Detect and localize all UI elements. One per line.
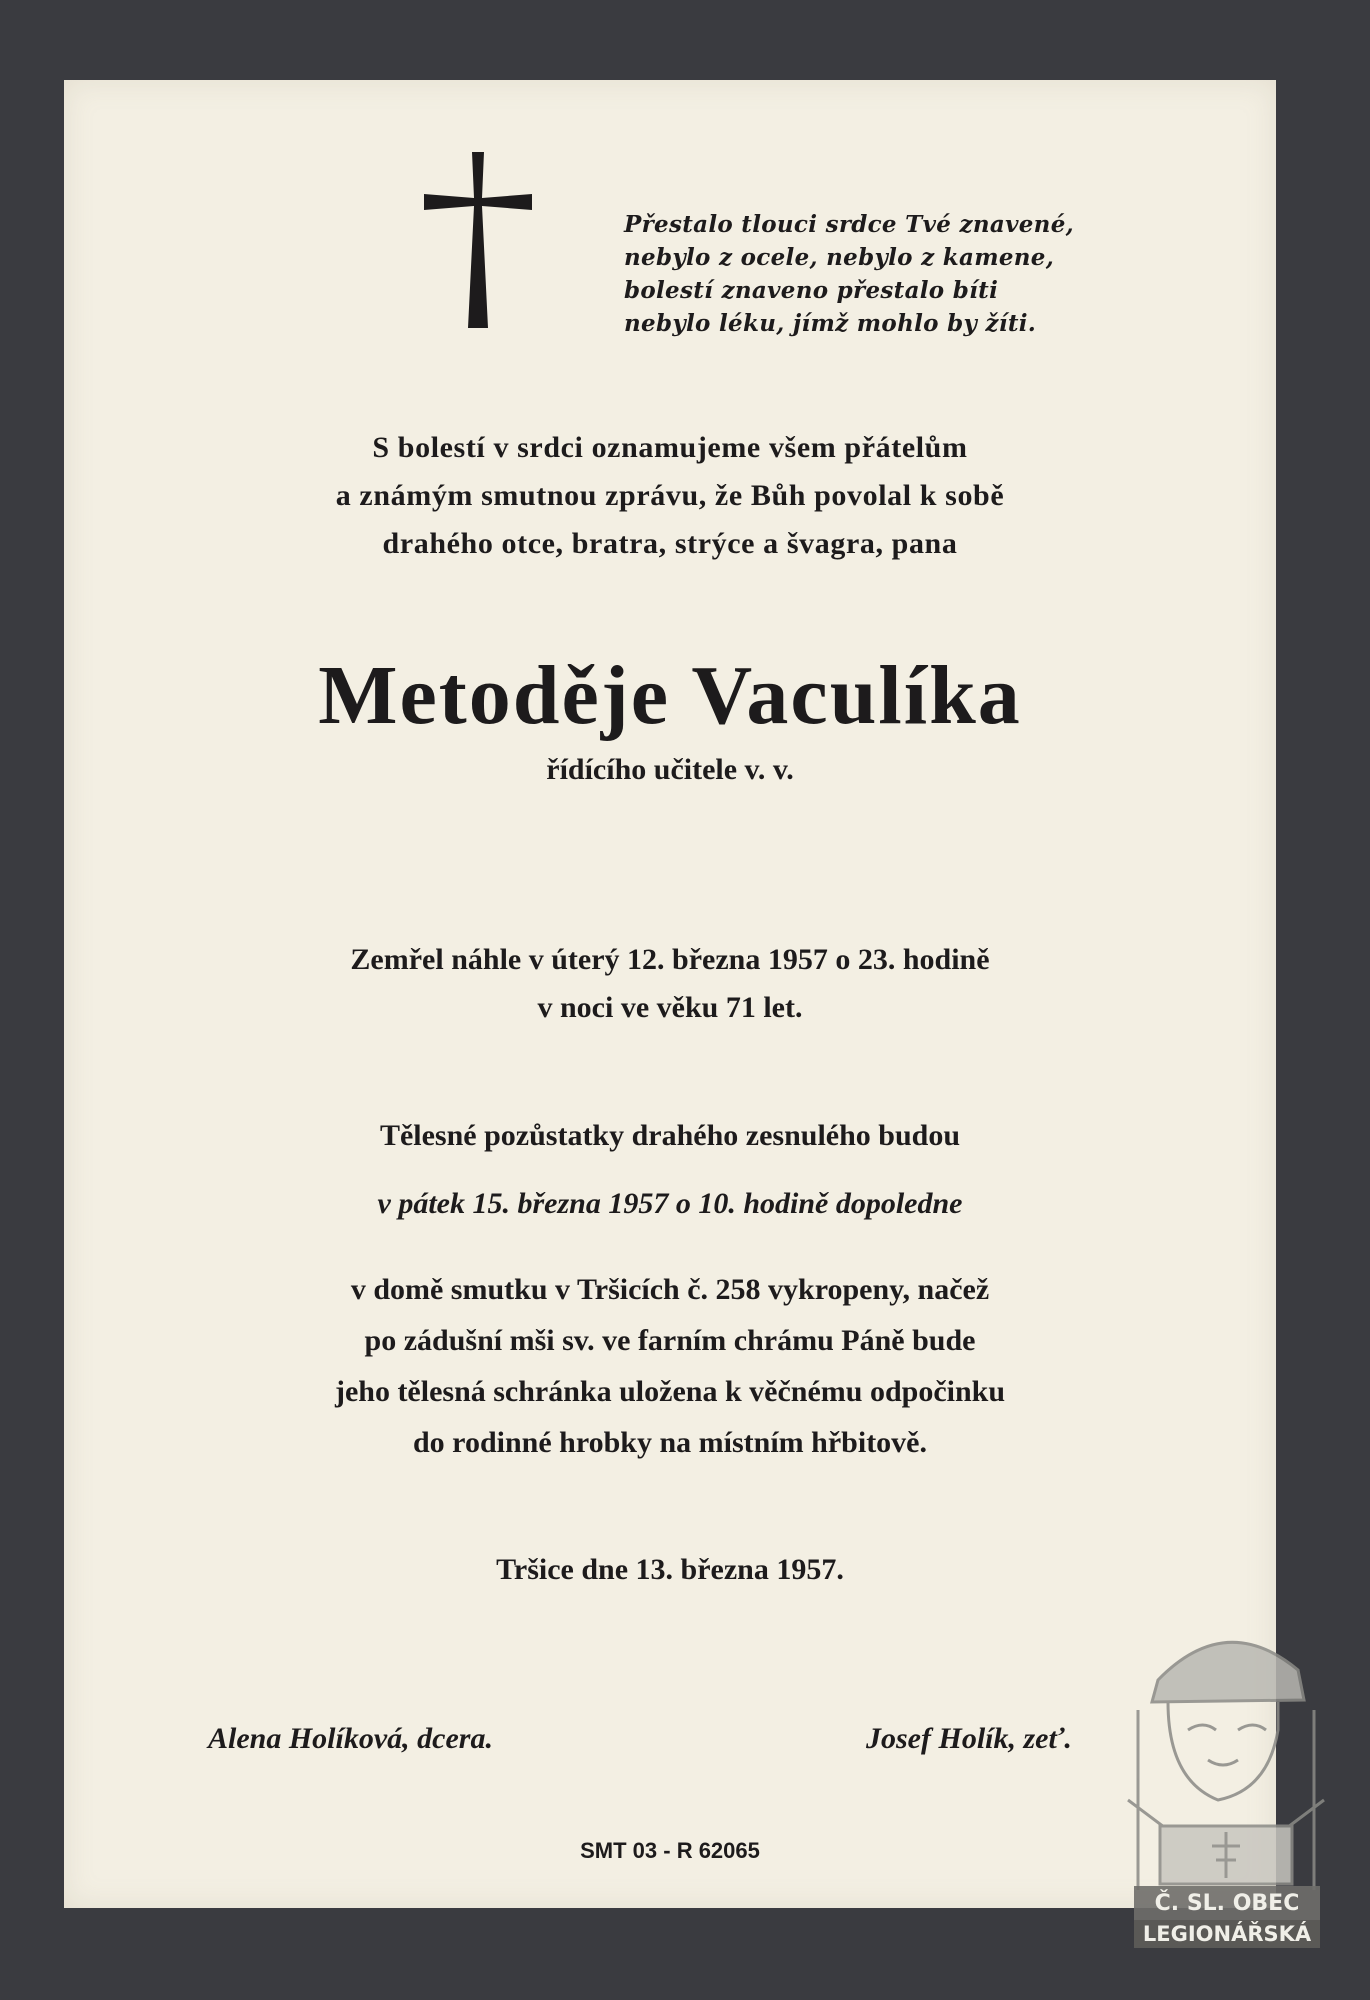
announcement-line: a známým smutnou zprávu, že Bůh povolal k sobě: [335, 479, 1005, 512]
funeral-line: v domě smutku v Tršicích č. 258 vykropeny, načež: [350, 1273, 990, 1306]
stamp-line: Č. SL. OBEC: [1154, 1891, 1300, 1916]
verse-line: bolestí znaveno přestalo bíti: [624, 277, 999, 304]
deceased-name: Metoděje Vaculíka: [318, 649, 1022, 742]
announcement: [64, 424, 1276, 568]
death-notice: [64, 936, 1276, 1032]
legionnaire-emblem-icon: [1108, 1590, 1344, 1950]
deceased-title: řídícího učitele v. v.: [546, 753, 794, 786]
printer-code: SMT 03 - R 62065: [580, 1838, 760, 1863]
parte-sheet: [64, 80, 1276, 1908]
place-and-date: Tršice dne 13. března 1957.: [496, 1553, 844, 1586]
funeral-details: [64, 1264, 1276, 1468]
funeral-line: jeho tělesná schránka uložena k věčnému odpočinku: [334, 1375, 1006, 1408]
memorial-verse: [624, 208, 1184, 340]
verse-line: nebylo léku, jímž mohlo by žíti.: [624, 310, 1037, 337]
signatory-son-in-law: Josef Holík, zeť.: [866, 1722, 1072, 1755]
signatory-daughter: Alena Holíková, dcera.: [208, 1722, 493, 1755]
funeral-intro: Tělesné pozůstatky drahého zesnulého budou: [379, 1119, 961, 1152]
funeral-line: do rodinné hrobky na místním hřbitově.: [413, 1426, 927, 1459]
announcement-line: drahého otce, bratra, strýce a švagra, pana: [382, 527, 958, 560]
death-line: v noci ve věku 71 let.: [537, 991, 803, 1024]
death-line: Zemřel náhle v úterý 12. března 1957 o 23. hodině: [350, 943, 990, 976]
stamp-line: LEGIONÁŘSKÁ: [1142, 1922, 1312, 1946]
verse-line: nebylo z ocele, nebylo z kamene,: [624, 244, 1055, 271]
announcement-line: S bolestí v srdci oznamujeme všem přátelům: [372, 431, 968, 464]
funeral-line: po zádušní mši sv. ve farním chrámu Páně bude: [364, 1324, 976, 1357]
legion-watermark-stamp: [1108, 1590, 1344, 1950]
cross-icon: [422, 152, 534, 328]
funeral-datetime: v pátek 15. března 1957 o 10. hodině dopoledne: [377, 1187, 963, 1220]
verse-line: Přestalo tlouci srdce Tvé znavené,: [624, 211, 1074, 238]
